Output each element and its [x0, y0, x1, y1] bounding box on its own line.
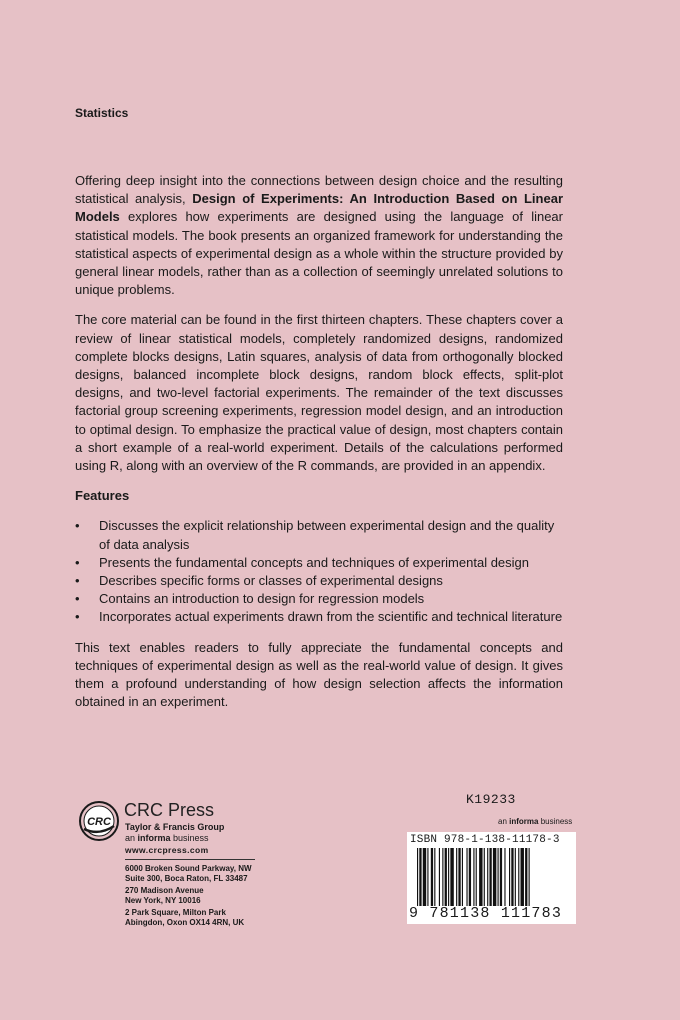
barcode-bar [431, 848, 433, 906]
barcode-bar [525, 848, 527, 906]
informa-prefix: an [125, 833, 138, 843]
description-paragraph-3: This text enables readers to fully appreciate the fundamental concepts and techniques of experimental design as well as the real-world value of design. It gives them a profound understanding of how design selection affects the information obtained in an experiment. [75, 639, 563, 710]
publisher-address-3 [125, 908, 285, 927]
address-2-line-2: New York, NY 10016 [125, 895, 201, 905]
barcode-bar [466, 848, 467, 906]
barcode-bar [442, 848, 443, 906]
barcode-bar [439, 848, 440, 906]
isbn-text: ISBN 978-1-138-11178-3 [410, 834, 560, 846]
informa-label-prefix: an [498, 817, 510, 826]
barcode-bar [473, 848, 474, 906]
barcode-bar [498, 848, 499, 906]
paragraph-1-rest: explores how experiments are designed using the language of linear statistical models. The book presents an organized framework for understanding the statistical aspects of experimental design as a whole within the structure provided by general linear models, rather than as a collection of seemingly unrelated solutions to unique problems. [75, 209, 563, 298]
barcode-bar [487, 848, 488, 906]
paragraph-1-intro: Offering deep insight into the connections between design choice and the resulting statistical analysis, [75, 173, 563, 207]
informa-label-suffix: business [538, 817, 573, 826]
publisher-address-1 [125, 864, 285, 883]
address-3-line-1: 2 Park Square, Milton Park [125, 908, 226, 917]
isbn-barcode [407, 832, 576, 924]
barcode-bar [458, 848, 460, 906]
description-paragraph-1 [75, 172, 563, 299]
barcode-bar [504, 848, 505, 906]
barcode-bar [450, 848, 453, 906]
category-label: Statistics [75, 106, 129, 120]
address-1-line-1: 6000 Broken Sound Parkway, NW [125, 864, 252, 873]
publisher-name: CRC Press [124, 800, 215, 820]
address-3-line-2: Abingdon, Oxon OX14 4RN, UK [125, 917, 245, 927]
publisher-group: Taylor & Francis Group [125, 822, 225, 832]
barcode-bar [456, 848, 457, 906]
crc-press-logo-icon [78, 800, 120, 842]
barcode-bar [509, 848, 510, 906]
publisher-informa-line [125, 833, 209, 844]
informa-brand: informa [137, 833, 171, 843]
barcode-digits: 9 781138 111783 [409, 905, 563, 922]
address-1-line-2: Suite 300, Boca Raton, FL 33487 [125, 873, 248, 883]
product-code: K19233 [466, 792, 516, 807]
barcode-bar [521, 848, 524, 906]
barcode-bar [476, 848, 477, 906]
barcode-bar [469, 848, 471, 906]
feature-item: • Incorporates actual experiments drawn from the scientific and technical literature [75, 608, 563, 626]
barcode-bar [427, 848, 428, 906]
informa-suffix: business [170, 833, 209, 843]
feature-item: • Describes specific forms or classes of experimental designs [75, 572, 563, 590]
publisher-divider [125, 859, 255, 860]
barcode-bar [500, 848, 502, 906]
barcode-bar [417, 848, 418, 906]
barcode-bar [489, 848, 491, 906]
informa-label-brand: informa [509, 817, 539, 826]
barcode-bar [484, 848, 485, 906]
crc-logo-text: CRC [87, 816, 111, 828]
barcode-bar [518, 848, 519, 906]
barcode-bar [419, 848, 421, 906]
back-cover-description [75, 172, 563, 723]
barcode-bar [434, 848, 435, 906]
book-title: Design of Experiments: An Introduction Based on Linear Models [75, 191, 563, 225]
features-list [75, 517, 563, 626]
informa-business-label [498, 817, 572, 826]
features-heading: Features [75, 488, 130, 504]
publisher-url: www.crcpress.com [125, 845, 209, 855]
barcode-bar [448, 848, 449, 906]
barcode-bars-icon [417, 848, 567, 906]
barcode-bar [529, 848, 530, 906]
feature-item: • Presents the fundamental concepts and techniques of experimental design [75, 554, 563, 572]
description-paragraph-2: The core material can be found in the first thirteen chapters. These chapters cover a review of linear statistical models, completely randomized designs, randomized complete blocks designs, Latin squares, analysis of data from orthogonally blocked designs, balanced incomplete block designs, random block effects, split-plot designs, and two-level factorial experiments. The remainder of the text discusses factorial group screening experiments, regression model design, and an introduction to optimal design. To emphasize the practical value of design, most chapters contain a short example of a real-world experiment. Details of the calculations performed using R, along with an overview of the R commands, are provided in an appendix. [75, 312, 563, 474]
barcode-bar [462, 848, 463, 906]
barcode-bar [515, 848, 516, 906]
feature-item: • Discusses the explicit relationship between experimental design and the quality of data analysis [75, 517, 563, 553]
feature-item: • Contains an introduction to design for regression models [75, 590, 563, 608]
publisher-address-2 [125, 886, 285, 905]
address-2-line-1: 270 Madison Avenue [125, 886, 204, 895]
barcode-bar [479, 848, 482, 906]
barcode-bar [423, 848, 426, 906]
barcode-bar [445, 848, 447, 906]
barcode-bar [493, 848, 496, 906]
barcode-bar [511, 848, 513, 906]
